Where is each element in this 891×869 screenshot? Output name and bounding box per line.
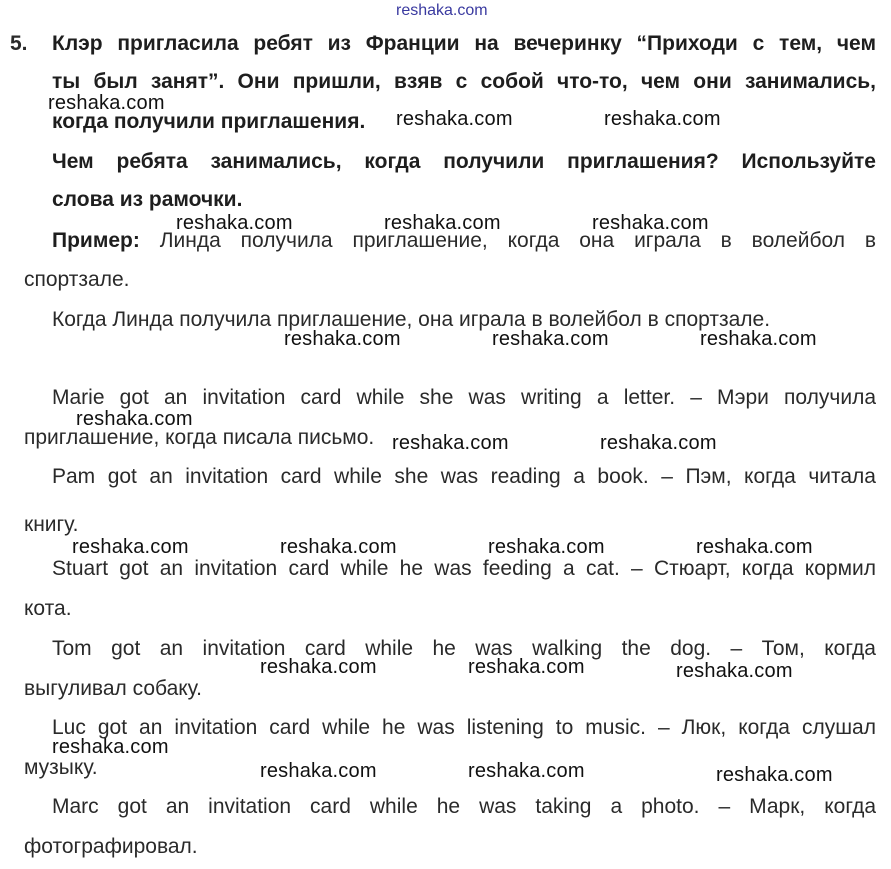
answer-5-line-2: музыку. bbox=[24, 756, 98, 779]
watermark: reshaka.com bbox=[600, 432, 717, 454]
watermark: reshaka.com bbox=[468, 760, 585, 782]
task-instruction-line-1: Клэр пригласила ребят из Франции на вечеринку “Приходи с тем, чем bbox=[52, 32, 876, 55]
answer-1-line-2: приглашение, когда писала письмо. bbox=[24, 426, 375, 449]
answer-5-line-1: Luc got an invitation card while he was listening to music. – Люк, когда слушал bbox=[52, 716, 876, 739]
watermark: reshaka.com bbox=[284, 328, 401, 350]
example-text: Линда получила приглашение, когда она играла в волейбол в bbox=[159, 229, 876, 252]
watermark: reshaka.com bbox=[468, 656, 585, 678]
watermark: reshaka.com bbox=[676, 660, 793, 682]
watermark: reshaka.com bbox=[260, 760, 377, 782]
watermark: reshaka.com bbox=[176, 212, 293, 234]
watermark: reshaka.com bbox=[76, 408, 193, 430]
answer-3-line-2: кота. bbox=[24, 597, 72, 620]
answer-3-line-1: Stuart got an invitation card while he was feeding a cat. – Стюарт, когда кормил bbox=[52, 557, 876, 580]
watermark: reshaka.com bbox=[592, 212, 709, 234]
task-question-line-1: Чем ребята занимались, когда получили приглашения? Используйте bbox=[52, 150, 876, 173]
task-instruction-line-2: ты был занят”. Они пришли, взяв с собой что-то, чем они занимались, bbox=[52, 70, 876, 93]
watermark: reshaka.com bbox=[488, 536, 605, 558]
task-number: 5. bbox=[10, 32, 28, 55]
answer-2-line-1: Pam got an invitation card while she was reading a book. – Пэм, когда читала bbox=[52, 465, 876, 488]
example-line-2: спортзале. bbox=[24, 268, 130, 291]
watermark: reshaka.com bbox=[396, 108, 513, 130]
watermark: reshaka.com bbox=[384, 212, 501, 234]
watermark: reshaka.com bbox=[700, 328, 817, 350]
watermark: reshaka.com bbox=[696, 536, 813, 558]
example-label: Пример: bbox=[52, 229, 140, 252]
watermark: reshaka.com bbox=[72, 536, 189, 558]
answer-4-line-1: Tom got an invitation card while he was walking the dog. – Том, когда bbox=[52, 637, 876, 660]
watermark: reshaka.com bbox=[492, 328, 609, 350]
answer-6-line-1: Marc got an invitation card while he was taking a photo. – Марк, когда bbox=[52, 795, 876, 818]
watermark: reshaka.com bbox=[604, 108, 721, 130]
answer-2-line-2: книгу. bbox=[24, 513, 79, 536]
watermark: reshaka.com bbox=[716, 764, 833, 786]
answer-4-line-2: выгуливал собаку. bbox=[24, 677, 202, 700]
watermark: reshaka.com bbox=[280, 536, 397, 558]
watermark: reshaka.com bbox=[392, 432, 509, 454]
answer-6-line-2: фотографировал. bbox=[24, 835, 198, 858]
watermark: reshaka.com bbox=[52, 736, 169, 758]
header-watermark: reshaka.com bbox=[396, 2, 488, 19]
watermark: reshaka.com bbox=[48, 92, 165, 114]
watermark: reshaka.com bbox=[260, 656, 377, 678]
answer-1-line-1: Marie got an invitation card while she was writing a letter. – Мэри получила bbox=[52, 386, 876, 409]
task-question-line-2: слова из рамочки. bbox=[52, 188, 243, 211]
example-answer: Когда Линда получила приглашение, она играла в волейбол в спортзале. bbox=[52, 308, 771, 331]
task-instruction-line-3: когда получили приглашения. bbox=[52, 110, 366, 133]
